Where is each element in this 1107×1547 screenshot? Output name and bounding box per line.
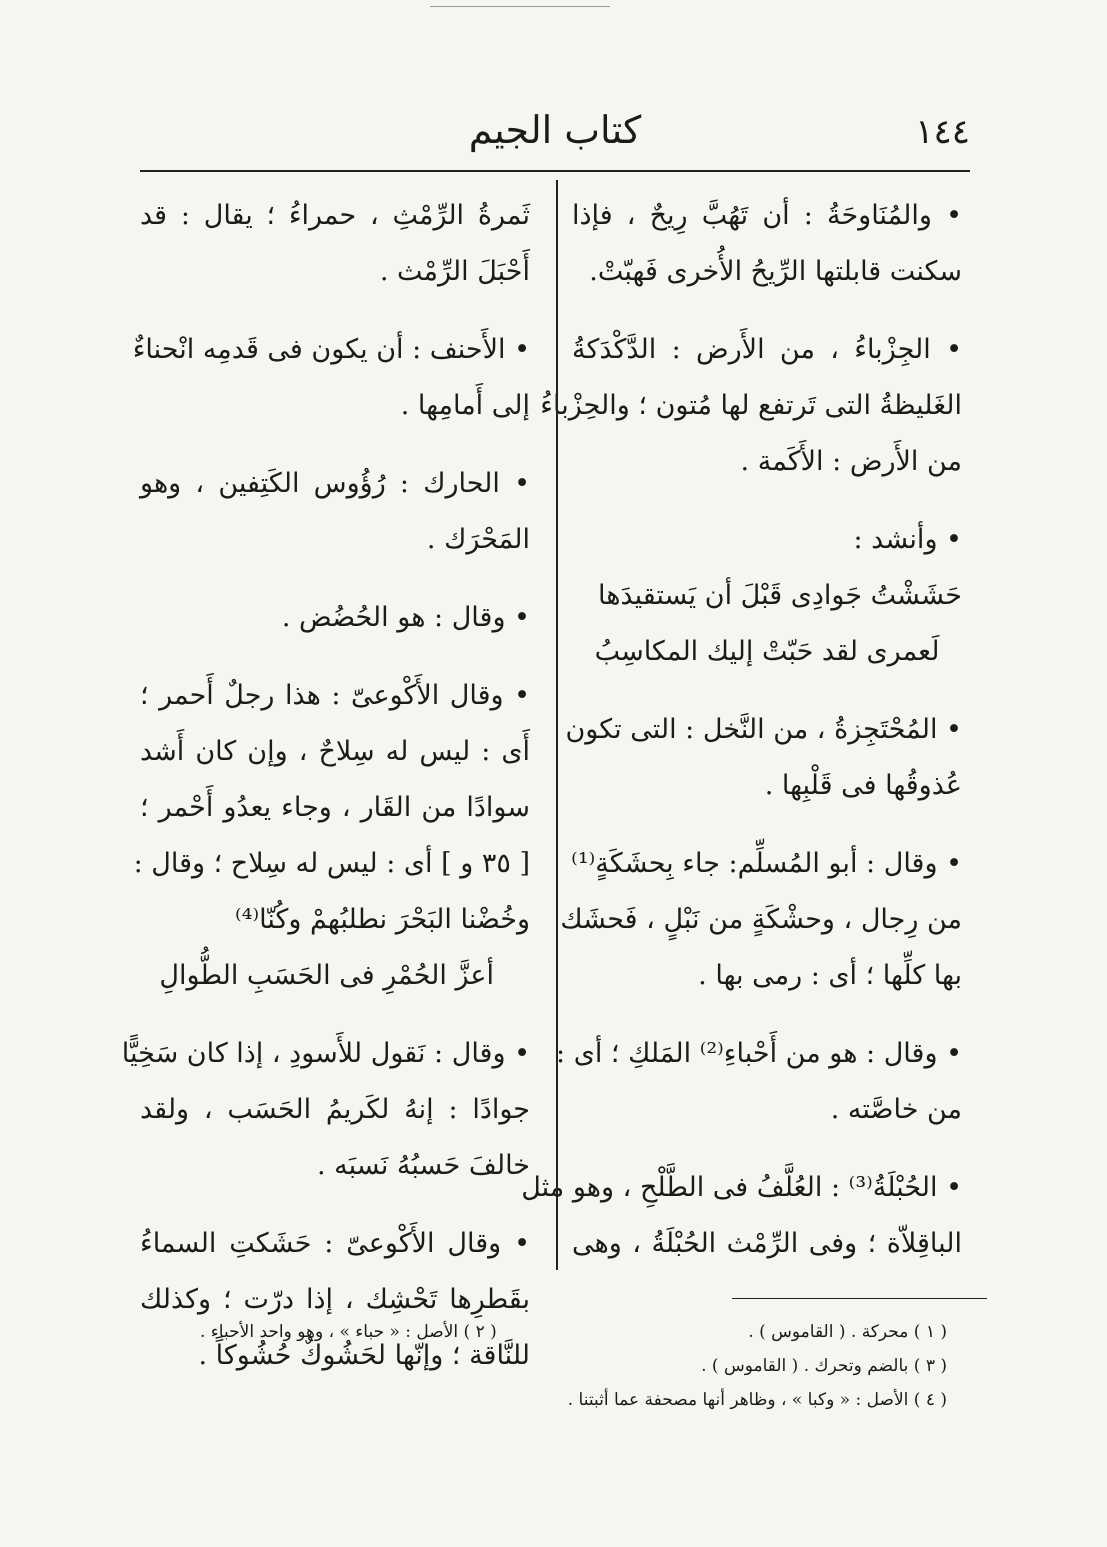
text-line: [ ٣٥ و ] أى : ليس له سِلاح ؛ وقال : xyxy=(133,848,530,879)
text-line: وخُضْنا البَحْرَ نطلبُهمْ وكُنّا⁽⁴⁾ xyxy=(235,904,530,935)
page-header xyxy=(140,108,970,164)
column-divider xyxy=(556,180,558,1270)
text-line: أَحْبَلَ الرِّمْث . xyxy=(379,256,530,287)
left-text-column xyxy=(121,188,530,1384)
text-line: بها كلِّها ؛ أى : رمى بها . xyxy=(698,960,962,991)
text-line: من خاصَّته . xyxy=(830,1094,962,1125)
text-line: سكنت قابلتها الرِّيحُ الأُخرى فَهبّتْ. xyxy=(589,256,962,287)
paragraph-gap xyxy=(572,1004,962,1026)
text-line: • الحُبْلَةُ⁽³⁾ : العُلَّفُ فى الطَّلْحِ ، وهو مثل xyxy=(521,1172,962,1203)
footnote-4: ( ٤ ) الأصل : « وكبا » ، وظاهر أنها مصحفة عما أثبتنا . xyxy=(567,1390,947,1410)
text-line: • المُحْتَجِزةُ ، من النَّخل : التى تكون xyxy=(565,714,962,745)
text-line: • الأَحنف : أن يكون فى قَدمِه انْحناءٌ xyxy=(132,334,530,365)
paragraph-gap xyxy=(572,1138,962,1160)
text-line: • وقال : نَقول للأَسودِ ، إذا كان سَخِيًّا xyxy=(121,1038,530,1069)
top-decor-rule xyxy=(430,6,610,7)
text-line: حَشَشْتُ جَوادِى قَبْلَ أن يَستقيدَها xyxy=(597,580,962,611)
text-line: • الحارك : رُؤُوس الكَتِفين ، وهو xyxy=(140,468,530,499)
paragraph-gap xyxy=(140,646,530,668)
text-line: عُذوقُها فى قَلْبِها . xyxy=(764,770,962,801)
text-line: • وقال : هو الحُضُض . xyxy=(281,602,530,633)
paragraph-gap xyxy=(140,434,530,456)
text-line: من رِجال ، وحشْكَةٍ من نَبْلٍ ، فَحشَك xyxy=(560,904,962,935)
paragraph-gap xyxy=(572,680,962,702)
text-line: • وأنشد : xyxy=(853,524,962,555)
text-line: ثَمرةُ الرِّمْثِ ، حمراءُ ؛ يقال : قد xyxy=(140,200,530,231)
paragraph-gap xyxy=(140,568,530,590)
text-line: • وقال الأَكْوعىّ : حَشَكتِ السماءُ xyxy=(140,1228,530,1259)
paragraph-gap xyxy=(140,1194,530,1216)
page-number: ١٤٤ xyxy=(915,112,970,152)
text-line: من الأَرض : الأَكَمة . xyxy=(740,446,962,477)
text-line: أعزَّ الحُمْرِ فى الحَسَبِ الطُّوالِ xyxy=(159,960,494,991)
text-line: بقَطرِها تَحْشِك ، إذا درّت ؛ وكذلك xyxy=(140,1284,530,1315)
footnote-3: ( ٣ ) بالضم وتحرك . ( القاموس ) . xyxy=(701,1356,947,1376)
footnotes-rule xyxy=(732,1298,987,1299)
text-line: • وقال : هو من أَحْباءِ⁽²⁾ المَلكِ ؛ أى : xyxy=(556,1038,962,1069)
paragraph-gap xyxy=(572,814,962,836)
text-line: • وقال الأَكْوعىّ : هذا رجلٌ أَحمر ؛ xyxy=(140,680,530,711)
text-line: جوادًا : إنهُ لكَريمُ الحَسَب ، ولقد xyxy=(140,1094,530,1125)
text-line: سوادًا من القَار ، وجاء يعدُو أَحْمر ؛ xyxy=(140,792,530,823)
paragraph-gap xyxy=(572,490,962,512)
text-line: خالفَ حَسبُهُ نَسبَه . xyxy=(316,1150,530,1181)
header-rule xyxy=(140,170,970,172)
text-line: • الجِزْباءُ ، من الأَرض : الدَّكْدَكةُ xyxy=(572,334,962,365)
text-line: للنَّاقة ؛ وإنّها لحَشُوكٌ حُشُوكاً . xyxy=(198,1340,530,1371)
footnote-1: ( ١ ) محركة . ( القاموس ) . xyxy=(748,1322,947,1342)
paragraph-gap xyxy=(572,300,962,322)
text-line: إلى أَمامِها . xyxy=(400,390,530,421)
text-line: الغَليظةُ التى تَرتفع لها مُتون ؛ والحِزْباءُ xyxy=(540,390,962,421)
book-title: كتاب الجيم xyxy=(468,108,642,152)
text-line: • وقال : أبو المُسلِّم: جاء بِحشَكَةٍ⁽¹⁾ xyxy=(571,848,962,879)
text-line: الباقِلاّة ؛ وفى الرِّمْث الحُبْلَةُ ، وهى xyxy=(572,1228,962,1259)
right-text-column xyxy=(521,188,962,1272)
text-line: لَعمرى لقد حَبّتْ إليك المكاسِبُ xyxy=(594,636,940,667)
paragraph-gap xyxy=(140,1004,530,1026)
text-line: أَى : ليس له سِلاحٌ ، وإن كان أَشد xyxy=(140,736,530,767)
footnote-2: ( ٢ ) الأصل : « حباء » ، وهو واحد الأحباء . xyxy=(200,1322,497,1342)
text-line: المَحْرَك . xyxy=(426,524,530,555)
paragraph-gap xyxy=(140,300,530,322)
text-line: • والمُنَاوحَةُ : أن تَهُبَّ رِيحٌ ، فإذا xyxy=(572,200,962,231)
